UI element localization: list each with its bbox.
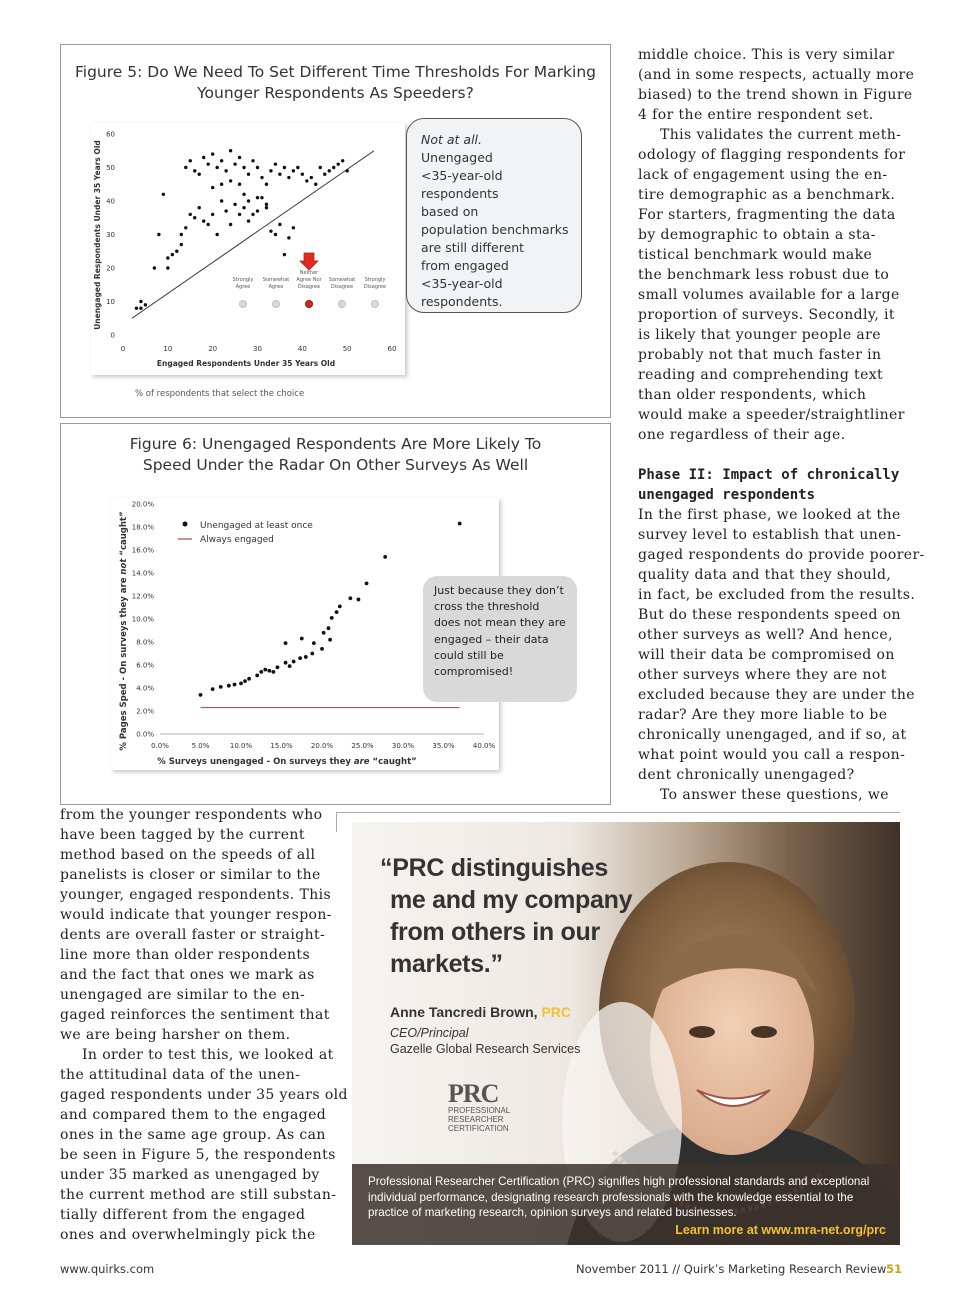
legend-marker-unengaged bbox=[183, 522, 188, 527]
ad-divider-v bbox=[336, 812, 337, 832]
scatter-point bbox=[283, 253, 286, 256]
text-line: panelists is closer or similar to the bbox=[60, 867, 321, 883]
left-column-text bbox=[60, 805, 348, 1245]
x-tick-label: 40.0% bbox=[472, 742, 496, 750]
figure-5 bbox=[60, 44, 611, 418]
scatter-point bbox=[206, 162, 209, 165]
text-line: proportion of surveys. Secondly, it bbox=[638, 307, 895, 323]
prc-logo: PRC PROFESSIONAL RESEARCHER CERTIFICATION bbox=[448, 1079, 511, 1133]
text-line: younger, engaged respondents. This bbox=[60, 887, 332, 903]
scatter-point bbox=[287, 236, 290, 239]
scale-label: Disagree bbox=[297, 284, 321, 290]
text-line: dent chronically unengaged? bbox=[638, 767, 855, 783]
scatter-point bbox=[298, 656, 302, 660]
scatter-point bbox=[229, 149, 232, 152]
text-line: other surveys as well? And hence, bbox=[638, 627, 893, 643]
scatter-point bbox=[242, 206, 245, 209]
y-tick-label: 10 bbox=[106, 298, 115, 306]
legend-label: Always engaged bbox=[200, 535, 274, 545]
scatter-point bbox=[144, 303, 147, 306]
callout-line: does not mean they are bbox=[434, 616, 566, 630]
scatter-point bbox=[458, 522, 462, 526]
scatter-point bbox=[227, 684, 231, 688]
scatter-point bbox=[224, 209, 227, 212]
ad-footer-line: individual performance, designating research professionals with the knowledge essential to the bbox=[368, 1190, 854, 1204]
y-tick-label: 0.0% bbox=[136, 730, 154, 739]
callout-line: from engaged bbox=[421, 258, 509, 273]
scatter-point bbox=[166, 266, 169, 269]
text-line: odology of flagging respondents for bbox=[638, 147, 906, 163]
y-tick-label: 10.0% bbox=[131, 615, 154, 624]
scale-label: Agree Nor bbox=[296, 277, 322, 283]
quote-line: from others in our bbox=[390, 918, 600, 946]
x-tick-label: 30 bbox=[253, 345, 262, 353]
scatter-point bbox=[153, 266, 156, 269]
text-line: tire demographic as a benchmark. bbox=[638, 187, 896, 203]
scatter-point bbox=[269, 229, 272, 232]
scatter-point bbox=[251, 159, 254, 162]
scatter-point bbox=[328, 169, 331, 172]
text-line: ones in the same age group. As can bbox=[60, 1127, 326, 1143]
x-tick-label: 50 bbox=[342, 345, 352, 353]
scatter-point bbox=[193, 216, 196, 219]
text-line: would indicate that younger respon- bbox=[60, 907, 332, 923]
text-line: survey level to establish that unen- bbox=[638, 527, 902, 543]
scatter-point bbox=[345, 169, 348, 172]
y-tick-label: 2.0% bbox=[136, 707, 154, 716]
scatter-point bbox=[215, 166, 218, 169]
ad-person-company: Gazelle Global Research Services bbox=[390, 1042, 581, 1056]
text-line: For starters, fragmenting the data bbox=[638, 207, 896, 223]
scatter-point bbox=[189, 159, 192, 162]
scatter-point bbox=[357, 598, 361, 602]
ad-footer-line: practice of marketing research, opinion surveys and related businesses. bbox=[368, 1206, 737, 1219]
y-tick-label: 8.0% bbox=[136, 638, 154, 647]
figure-5-y-label: Unengaged Respondents Under 35 Years Old bbox=[93, 140, 102, 330]
scatter-point bbox=[184, 166, 187, 169]
callout-line: <35-year-old bbox=[421, 168, 503, 183]
text-line: reading and comprehending text bbox=[638, 367, 884, 383]
scale-label: Strongly bbox=[364, 277, 386, 283]
scatter-point bbox=[215, 233, 218, 236]
scatter-point bbox=[211, 687, 215, 691]
scatter-point bbox=[365, 581, 369, 585]
text-line: unengaged are similar to the en- bbox=[60, 987, 306, 1003]
quote-line: me and my company bbox=[390, 886, 633, 914]
ad-person-title: CEO/Principal bbox=[390, 1026, 469, 1040]
scatter-point bbox=[247, 219, 250, 222]
text-line: would make a speeder/straightliner bbox=[638, 407, 905, 423]
ad-quote bbox=[380, 852, 632, 980]
callout-line: respondents. bbox=[421, 294, 503, 309]
scatter-point bbox=[198, 173, 201, 176]
scatter-point bbox=[292, 660, 296, 664]
scatter-point bbox=[171, 253, 174, 256]
scale-label: Disagree bbox=[363, 284, 387, 290]
x-tick-label: 20 bbox=[208, 345, 218, 353]
scatter-point bbox=[314, 183, 317, 186]
scatter-point bbox=[263, 668, 267, 672]
scatter-point bbox=[247, 173, 250, 176]
text-line: have been tagged by the current bbox=[60, 827, 305, 843]
y-tick-label: 30 bbox=[106, 231, 115, 239]
text-line: tistical benchmark would make bbox=[638, 247, 873, 263]
x-tick-label: 10.0% bbox=[229, 742, 253, 750]
page-number: 51 bbox=[886, 1262, 903, 1276]
callout-line: engaged – their data bbox=[434, 632, 549, 646]
scatter-point bbox=[219, 685, 223, 689]
scale-label: Somewhat bbox=[262, 277, 290, 283]
scatter-point bbox=[247, 199, 250, 202]
scatter-point bbox=[211, 213, 214, 216]
scatter-point bbox=[305, 179, 308, 182]
scale-dot bbox=[239, 300, 246, 307]
figure-5-title: Figure 5: Do We Need To Set Different Time Thresholds For Marking Younger Respondents As Speeders? bbox=[75, 63, 596, 102]
scatter-point bbox=[162, 193, 165, 196]
scale-label: Somewhat bbox=[328, 277, 356, 283]
callout-line: Not at all. bbox=[421, 132, 482, 147]
text-line: chronically unengaged, and if so, at bbox=[638, 727, 907, 743]
scatter-point bbox=[272, 670, 276, 674]
scatter-point bbox=[239, 682, 243, 686]
x-tick-label: 30.0% bbox=[391, 742, 415, 750]
scale-label: Disagree bbox=[330, 284, 354, 290]
scatter-point bbox=[330, 616, 334, 620]
text-line: lack of engagement using the en- bbox=[638, 167, 888, 183]
scatter-point bbox=[233, 162, 236, 165]
text-line: method based on the speeds of all bbox=[60, 847, 316, 863]
quote-line: “PRC distinguishes bbox=[380, 854, 608, 882]
scale-dot-selected bbox=[305, 300, 312, 307]
text-line: This validates the current meth- bbox=[660, 127, 902, 143]
text-line: middle choice. This is very similar bbox=[638, 47, 895, 63]
callout-line: population benchmarks bbox=[421, 222, 569, 237]
scatter-point bbox=[211, 152, 214, 155]
text-line: To answer these questions, we bbox=[660, 787, 889, 803]
scale-dot bbox=[272, 300, 279, 307]
scatter-point bbox=[301, 173, 304, 176]
figure-5-x-label: Engaged Respondents Under 35 Years Old bbox=[156, 359, 336, 368]
scatter-point bbox=[211, 186, 214, 189]
callout-line: respondents bbox=[421, 186, 499, 201]
ad-footer-line: Professional Researcher Certification (PRC) signifies high professional standards and exceptional bbox=[368, 1175, 870, 1188]
text-line: be seen in Figure 5, the respondents bbox=[60, 1147, 336, 1163]
scatter-point bbox=[327, 626, 331, 630]
ad-person-name: Anne Tancredi Brown, PRC bbox=[390, 1004, 571, 1020]
scatter-point bbox=[202, 156, 205, 159]
scatter-point bbox=[166, 256, 169, 259]
figure-5-caption: % of respondents that select the choice bbox=[135, 389, 305, 399]
scatter-point bbox=[284, 661, 288, 665]
scatter-point bbox=[383, 555, 387, 559]
y-tick-label: 0 bbox=[110, 331, 115, 340]
y-tick-label: 50 bbox=[106, 164, 115, 172]
scale-label: Strongly bbox=[232, 277, 254, 283]
callout-line: are still different bbox=[421, 240, 525, 255]
scatter-point bbox=[175, 250, 178, 253]
x-tick-label: 35.0% bbox=[432, 742, 455, 750]
scatter-point bbox=[198, 206, 201, 209]
callout-line: could still be bbox=[434, 648, 504, 662]
footer-issue: November 2011 // Quirk’s Marketing Research Review bbox=[576, 1262, 887, 1276]
scatter-point bbox=[348, 596, 352, 600]
scatter-point bbox=[284, 641, 288, 645]
text-line: excluded because they are under the bbox=[638, 687, 915, 703]
scatter-point bbox=[265, 203, 268, 206]
scatter-point bbox=[292, 169, 295, 172]
y-tick-label: 20.0% bbox=[131, 500, 154, 509]
callout-line: cross the threshold bbox=[434, 600, 540, 614]
logo-line: PROFESSIONAL bbox=[448, 1106, 511, 1115]
scatter-point bbox=[139, 307, 142, 310]
x-tick-label: 5.0% bbox=[191, 742, 210, 750]
scatter-point bbox=[256, 196, 259, 199]
scatter-point bbox=[224, 169, 227, 172]
scatter-point bbox=[238, 183, 241, 186]
prc-advertisement bbox=[352, 822, 900, 1245]
text-line: line more than older respondents bbox=[60, 947, 311, 963]
scatter-point bbox=[238, 213, 241, 216]
scatter-point bbox=[300, 637, 304, 641]
scatter-point bbox=[256, 166, 259, 169]
y-tick-label: 40 bbox=[106, 197, 115, 206]
y-tick-label: 4.0% bbox=[136, 684, 154, 693]
text-line: in fact, be excluded from the results. bbox=[638, 587, 916, 603]
figure-6-x-label: % Surveys unengaged - On surveys they are “caught” bbox=[157, 757, 417, 767]
y-tick-label: 14.0% bbox=[131, 569, 154, 578]
scatter-point bbox=[292, 226, 295, 229]
figure-6 bbox=[60, 423, 611, 805]
text-line: But do these respondents speed on bbox=[638, 607, 901, 623]
scatter-point bbox=[328, 638, 332, 642]
text-line: the attitudinal data of the unen- bbox=[60, 1067, 301, 1083]
scale-dot bbox=[371, 300, 378, 307]
y-tick-label: 60 bbox=[106, 130, 115, 139]
scatter-point bbox=[243, 679, 247, 683]
scale-label: Agree bbox=[268, 284, 284, 290]
text-line: In order to test this, we looked at bbox=[82, 1047, 334, 1063]
ad-divider bbox=[336, 812, 900, 813]
text-line: will their data be compromised on bbox=[638, 647, 895, 663]
figure-6-title: Figure 6: Unengaged Respondents Are More Likely To Speed Under the Radar On Other Surveys As Well bbox=[129, 435, 542, 474]
text-line: gaged reinforces the sentiment that bbox=[60, 1007, 330, 1023]
text-line: radar? Are they more liable to be bbox=[638, 707, 888, 723]
scatter-point bbox=[180, 233, 183, 236]
scatter-point bbox=[242, 166, 245, 169]
text-line: by demographic to obtain a sta- bbox=[638, 227, 876, 243]
scatter-point bbox=[260, 176, 263, 179]
callout-line: based on bbox=[421, 204, 479, 219]
text-line: dents are overall faster or straight- bbox=[60, 927, 326, 943]
x-tick-label: 0 bbox=[120, 345, 126, 353]
scatter-point bbox=[296, 166, 299, 169]
text-line: gaged respondents do provide poorer- bbox=[638, 547, 925, 563]
text-line: quality data and that they should, bbox=[638, 567, 892, 583]
x-tick-label: 10 bbox=[163, 345, 173, 353]
y-tick-label: 6.0% bbox=[136, 661, 154, 670]
text-line: tially different from the engaged bbox=[60, 1207, 306, 1223]
scatter-point bbox=[304, 655, 308, 659]
scatter-point bbox=[278, 173, 281, 176]
x-tick-label: 15.0% bbox=[270, 742, 293, 750]
scatter-point bbox=[233, 683, 237, 687]
scatter-point bbox=[220, 183, 223, 186]
text-line: probably not that much faster in bbox=[638, 347, 882, 363]
x-tick-label: 20.0% bbox=[310, 742, 334, 750]
text-line: the benchmark less robust due to bbox=[638, 267, 890, 283]
text-line: biased) to the trend shown in Figure bbox=[638, 87, 913, 103]
ad-footer bbox=[352, 1164, 900, 1245]
text-line: we are being harsher on them. bbox=[60, 1027, 291, 1043]
scatter-point bbox=[220, 199, 223, 202]
scatter-point bbox=[247, 677, 251, 681]
scatter-point bbox=[242, 193, 245, 196]
scatter-point bbox=[287, 176, 290, 179]
figure-5-callout bbox=[406, 118, 582, 313]
text-line: what point would you call a respon- bbox=[638, 747, 906, 763]
scatter-point bbox=[312, 641, 316, 645]
text-line: under 35 marked as unengaged by bbox=[60, 1167, 320, 1183]
callout-line: <35-year-old bbox=[421, 276, 503, 291]
scatter-point bbox=[288, 664, 292, 668]
scatter-point bbox=[278, 223, 281, 226]
y-tick-label: 16.0% bbox=[131, 546, 154, 555]
scatter-point bbox=[283, 166, 286, 169]
scatter-point bbox=[139, 300, 142, 303]
text-line: from the younger respondents who bbox=[60, 807, 323, 823]
text-line: the current method are still substan- bbox=[60, 1187, 337, 1203]
text-line: gaged respondents under 35 years old bbox=[60, 1087, 348, 1103]
scatter-point bbox=[184, 226, 187, 229]
scatter-point bbox=[274, 162, 277, 165]
scatter-point bbox=[322, 631, 326, 635]
x-tick-label: 40 bbox=[297, 345, 307, 353]
scatter-point bbox=[260, 196, 263, 199]
heading-line: unengaged respondents bbox=[638, 487, 816, 503]
scatter-point bbox=[202, 219, 205, 222]
scale-dot bbox=[338, 300, 345, 307]
text-line: (and in some respects, actually more bbox=[638, 67, 915, 83]
scatter-point bbox=[341, 159, 344, 162]
scatter-point bbox=[199, 693, 203, 697]
scatter-point bbox=[220, 159, 223, 162]
ad-learn-more-link[interactable]: Learn more at www.mra-net.org/prc bbox=[675, 1223, 886, 1237]
figure-6-y-label: % Pages Sped - On surveys they are not “caught” bbox=[119, 511, 129, 751]
text-line: other surveys where they are not bbox=[638, 667, 887, 683]
scatter-point bbox=[323, 173, 326, 176]
scatter-point bbox=[265, 206, 268, 209]
scatter-point bbox=[319, 166, 322, 169]
scatter-point bbox=[233, 203, 236, 206]
scatter-point bbox=[180, 243, 183, 246]
scatter-point bbox=[229, 179, 232, 182]
text-line: and compared them to the engaged bbox=[60, 1107, 327, 1123]
scatter-point bbox=[274, 233, 277, 236]
scatter-point bbox=[135, 307, 138, 310]
callout-line: compromised! bbox=[434, 665, 514, 679]
scatter-point bbox=[255, 673, 259, 677]
text-line: In the first phase, we looked at the bbox=[638, 507, 901, 523]
scatter-point bbox=[338, 604, 342, 608]
scatter-point bbox=[251, 213, 254, 216]
text-line: and the fact that ones we mark as bbox=[60, 967, 315, 983]
scatter-point bbox=[193, 169, 196, 172]
text-line: small volumes available for a large bbox=[638, 287, 900, 303]
legend-label: Unengaged at least once bbox=[200, 521, 313, 531]
scatter-point bbox=[310, 176, 313, 179]
text-line: than older respondents, which bbox=[638, 387, 867, 403]
scatter-point bbox=[206, 223, 209, 226]
callout-line: Just because they don’t bbox=[434, 584, 564, 597]
x-tick-label: 60 bbox=[387, 345, 397, 353]
scatter-point bbox=[265, 183, 268, 186]
scatter-point bbox=[320, 647, 324, 651]
scatter-point bbox=[229, 223, 232, 226]
quote-line: markets.” bbox=[390, 950, 503, 978]
text-line: ones and overwhelmingly pick the bbox=[60, 1227, 316, 1243]
logo-line: CERTIFICATION bbox=[448, 1124, 509, 1133]
scale-label: Agree bbox=[235, 284, 251, 290]
x-tick-label: 25.0% bbox=[351, 742, 374, 750]
scatter-point bbox=[335, 610, 339, 614]
scale-label: Neither bbox=[299, 270, 319, 276]
section-heading bbox=[638, 465, 903, 505]
scatter-point bbox=[276, 665, 280, 669]
footer-website[interactable]: www.quirks.com bbox=[60, 1262, 155, 1276]
scatter-point bbox=[256, 209, 259, 212]
scatter-point bbox=[259, 670, 263, 674]
x-tick-label: 0.0% bbox=[151, 742, 169, 750]
scatter-point bbox=[269, 169, 272, 172]
logo-line: RESEARCHER bbox=[448, 1115, 504, 1124]
scatter-point bbox=[189, 213, 192, 216]
scatter-point bbox=[310, 652, 314, 656]
scatter-point bbox=[157, 233, 160, 236]
right-column-text bbox=[638, 45, 925, 805]
scatter-point bbox=[332, 166, 335, 169]
heading-line: Phase II: Impact of chronically bbox=[638, 467, 900, 483]
text-line: 4 for the entire respondent set. bbox=[638, 107, 874, 123]
figure-6-callout bbox=[423, 576, 577, 702]
y-tick-label: 20 bbox=[106, 264, 115, 273]
scatter-point bbox=[267, 669, 271, 673]
callout-line: Unengaged bbox=[421, 150, 493, 165]
text-line: is likely that younger people are bbox=[638, 327, 881, 343]
text-line: one regardless of their age. bbox=[638, 427, 846, 443]
y-tick-label: 12.0% bbox=[131, 592, 154, 601]
scatter-point bbox=[238, 156, 241, 159]
y-tick-label: 18.0% bbox=[131, 523, 154, 532]
scatter-point bbox=[337, 162, 340, 165]
